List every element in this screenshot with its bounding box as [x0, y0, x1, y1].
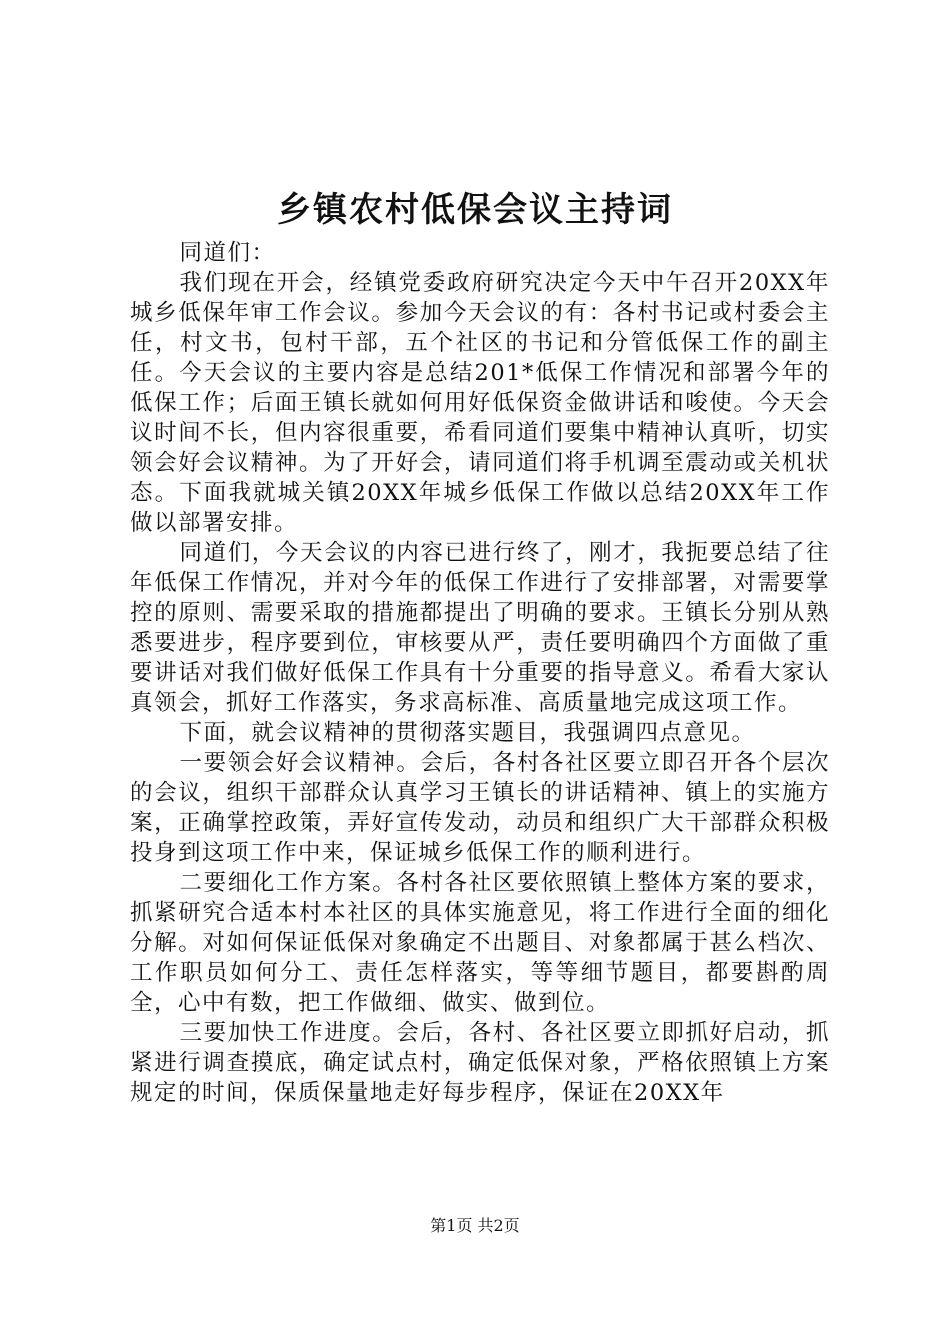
paragraph-point-three: 三要加快工作进度。会后，各村、各社区要立即抓好启动，抓紧进行调查摸底，确定试点村，确定低保对象，严格依照镇上方案规定的时间，保质保量地走好每步程序，保证在20XX年 [130, 1020, 830, 1106]
paragraph-point-one: 一要领会好会议精神。会后，各村各社区要立即召开各个层次的会议，组织干部群众认真学习王镇长的讲话精神、镇上的实施方案，正确掌控政策，弄好宣传发动，动员和组织广大干部群众积极投身到这项工作中来，保证城乡低保工作的顺利进行。 [130, 750, 830, 866]
paragraph-opening: 我们现在开会，经镇党委政府研究决定今天中午召开20XX年城乡低保年审工作会议。参加今天会议的有：各村书记或村委会主任，村文书，包村干部，五个社区的书记和分管低保工作的副主任。今天会议的主要内容是总结201*低保工作情况和部署今年的低保工作；后面王镇长就如何用好低保资金做讲话和唆使。今天会议时间不长，但内容很重要，希看同道们要集中精神认真听，切实领会好会议精神。为了开好会，请同道们将手机调至震动或关机状态。下面我就城关镇20XX年城乡低保工作做以总结20XX年工作做以部署安排。 [130, 270, 830, 536]
paragraph-salutation: 同道们： [179, 240, 276, 266]
page-number-footer: 第1页 共2页 [430, 1216, 520, 1235]
page-title: 乡镇农村低保会议主持词 [277, 190, 673, 230]
document-body [130, 238, 830, 1108]
paragraph-point-two: 二要细化工作方案。各村各社区要依照镇上整体方案的要求，抓紧研究合适本村本社区的具体实施意见，将工作进行全面的细化分解。对如何保证低保对象确定不出题目、对象都属于甚么档次、工作职员如何分工、责任怎样落实，等等细节题目，都要斟酌周全，心中有数，把工作做细、做实、做到位。 [130, 870, 830, 1016]
paragraph-summary: 同道们，今天会议的内容已进行终了，刚才，我扼要总结了往年低保工作情况，并对今年的低保工作进行了安排部署，对需要掌控的原则、需要采取的措施都提出了明确的要求。王镇长分别从熟悉要进步，程序要到位，审核要从严，责任要明确四个方面做了重要讲话对我们做好低保工作具有十分重要的指导意义。希看大家认真领会，抓好工作落实，务求高标准、高质量地完成这项工作。 [130, 540, 830, 716]
paragraph-transition: 下面，就会议精神的贯彻落实题目，我强调四点意见。 [179, 720, 756, 746]
